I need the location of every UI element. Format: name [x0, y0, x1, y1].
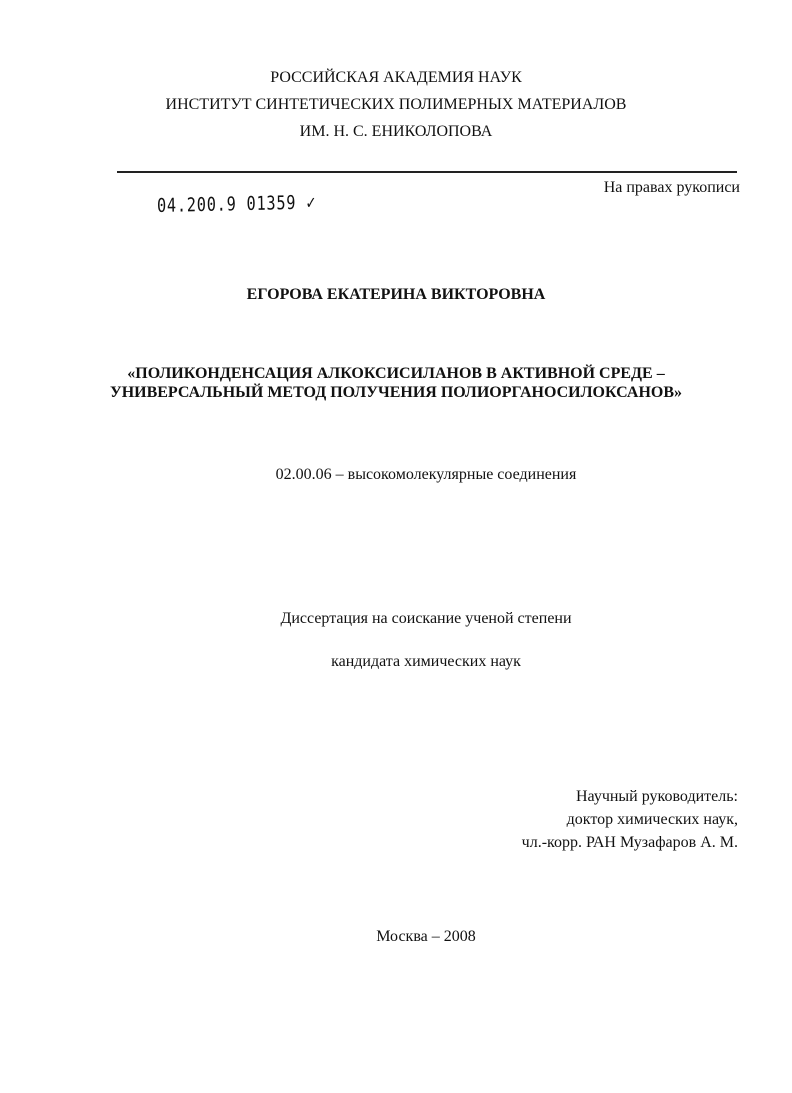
author-name: ЕГОРОВА ЕКАТЕРИНА ВИКТОРОВНА [246, 286, 546, 303]
degree-line2: кандидата химических наук [331, 653, 521, 670]
institute-namesake: ИМ. Н. С. ЕНИКОЛОПОВА [299, 123, 493, 140]
divider-rule [117, 171, 737, 173]
city-year: Москва – 2008 [376, 928, 476, 945]
manuscript-rights: На правах рукописи [603, 179, 740, 196]
thesis-title-line1: «ПОЛИКОНДЕНСАЦИЯ АЛКОКСИСИЛАНОВ В АКТИВНОЙ СРЕДЕ – [127, 365, 665, 382]
degree-line1: Диссертация на соискание ученой степени [280, 610, 572, 627]
supervisor-label: Научный руководитель: [575, 788, 738, 805]
registration-stamp: 04.200.9 01359 ✓ [156, 191, 317, 217]
specialty: 02.00.06 – высокомолекулярные соединения [275, 466, 577, 483]
supervisor-degree: доктор химических наук, [566, 811, 738, 828]
thesis-title-line2: УНИВЕРСАЛЬНЫЙ МЕТОД ПОЛУЧЕНИЯ ПОЛИОРГАНОСИЛОКСАНОВ» [109, 384, 683, 401]
supervisor-name: чл.-корр. РАН Музафаров А. М. [521, 834, 738, 851]
institute-name: ИНСТИТУТ СИНТЕТИЧЕСКИХ ПОЛИМЕРНЫХ МАТЕРИАЛОВ [165, 96, 627, 113]
academy-name: РОССИЙСКАЯ АКАДЕМИЯ НАУК [270, 69, 522, 86]
